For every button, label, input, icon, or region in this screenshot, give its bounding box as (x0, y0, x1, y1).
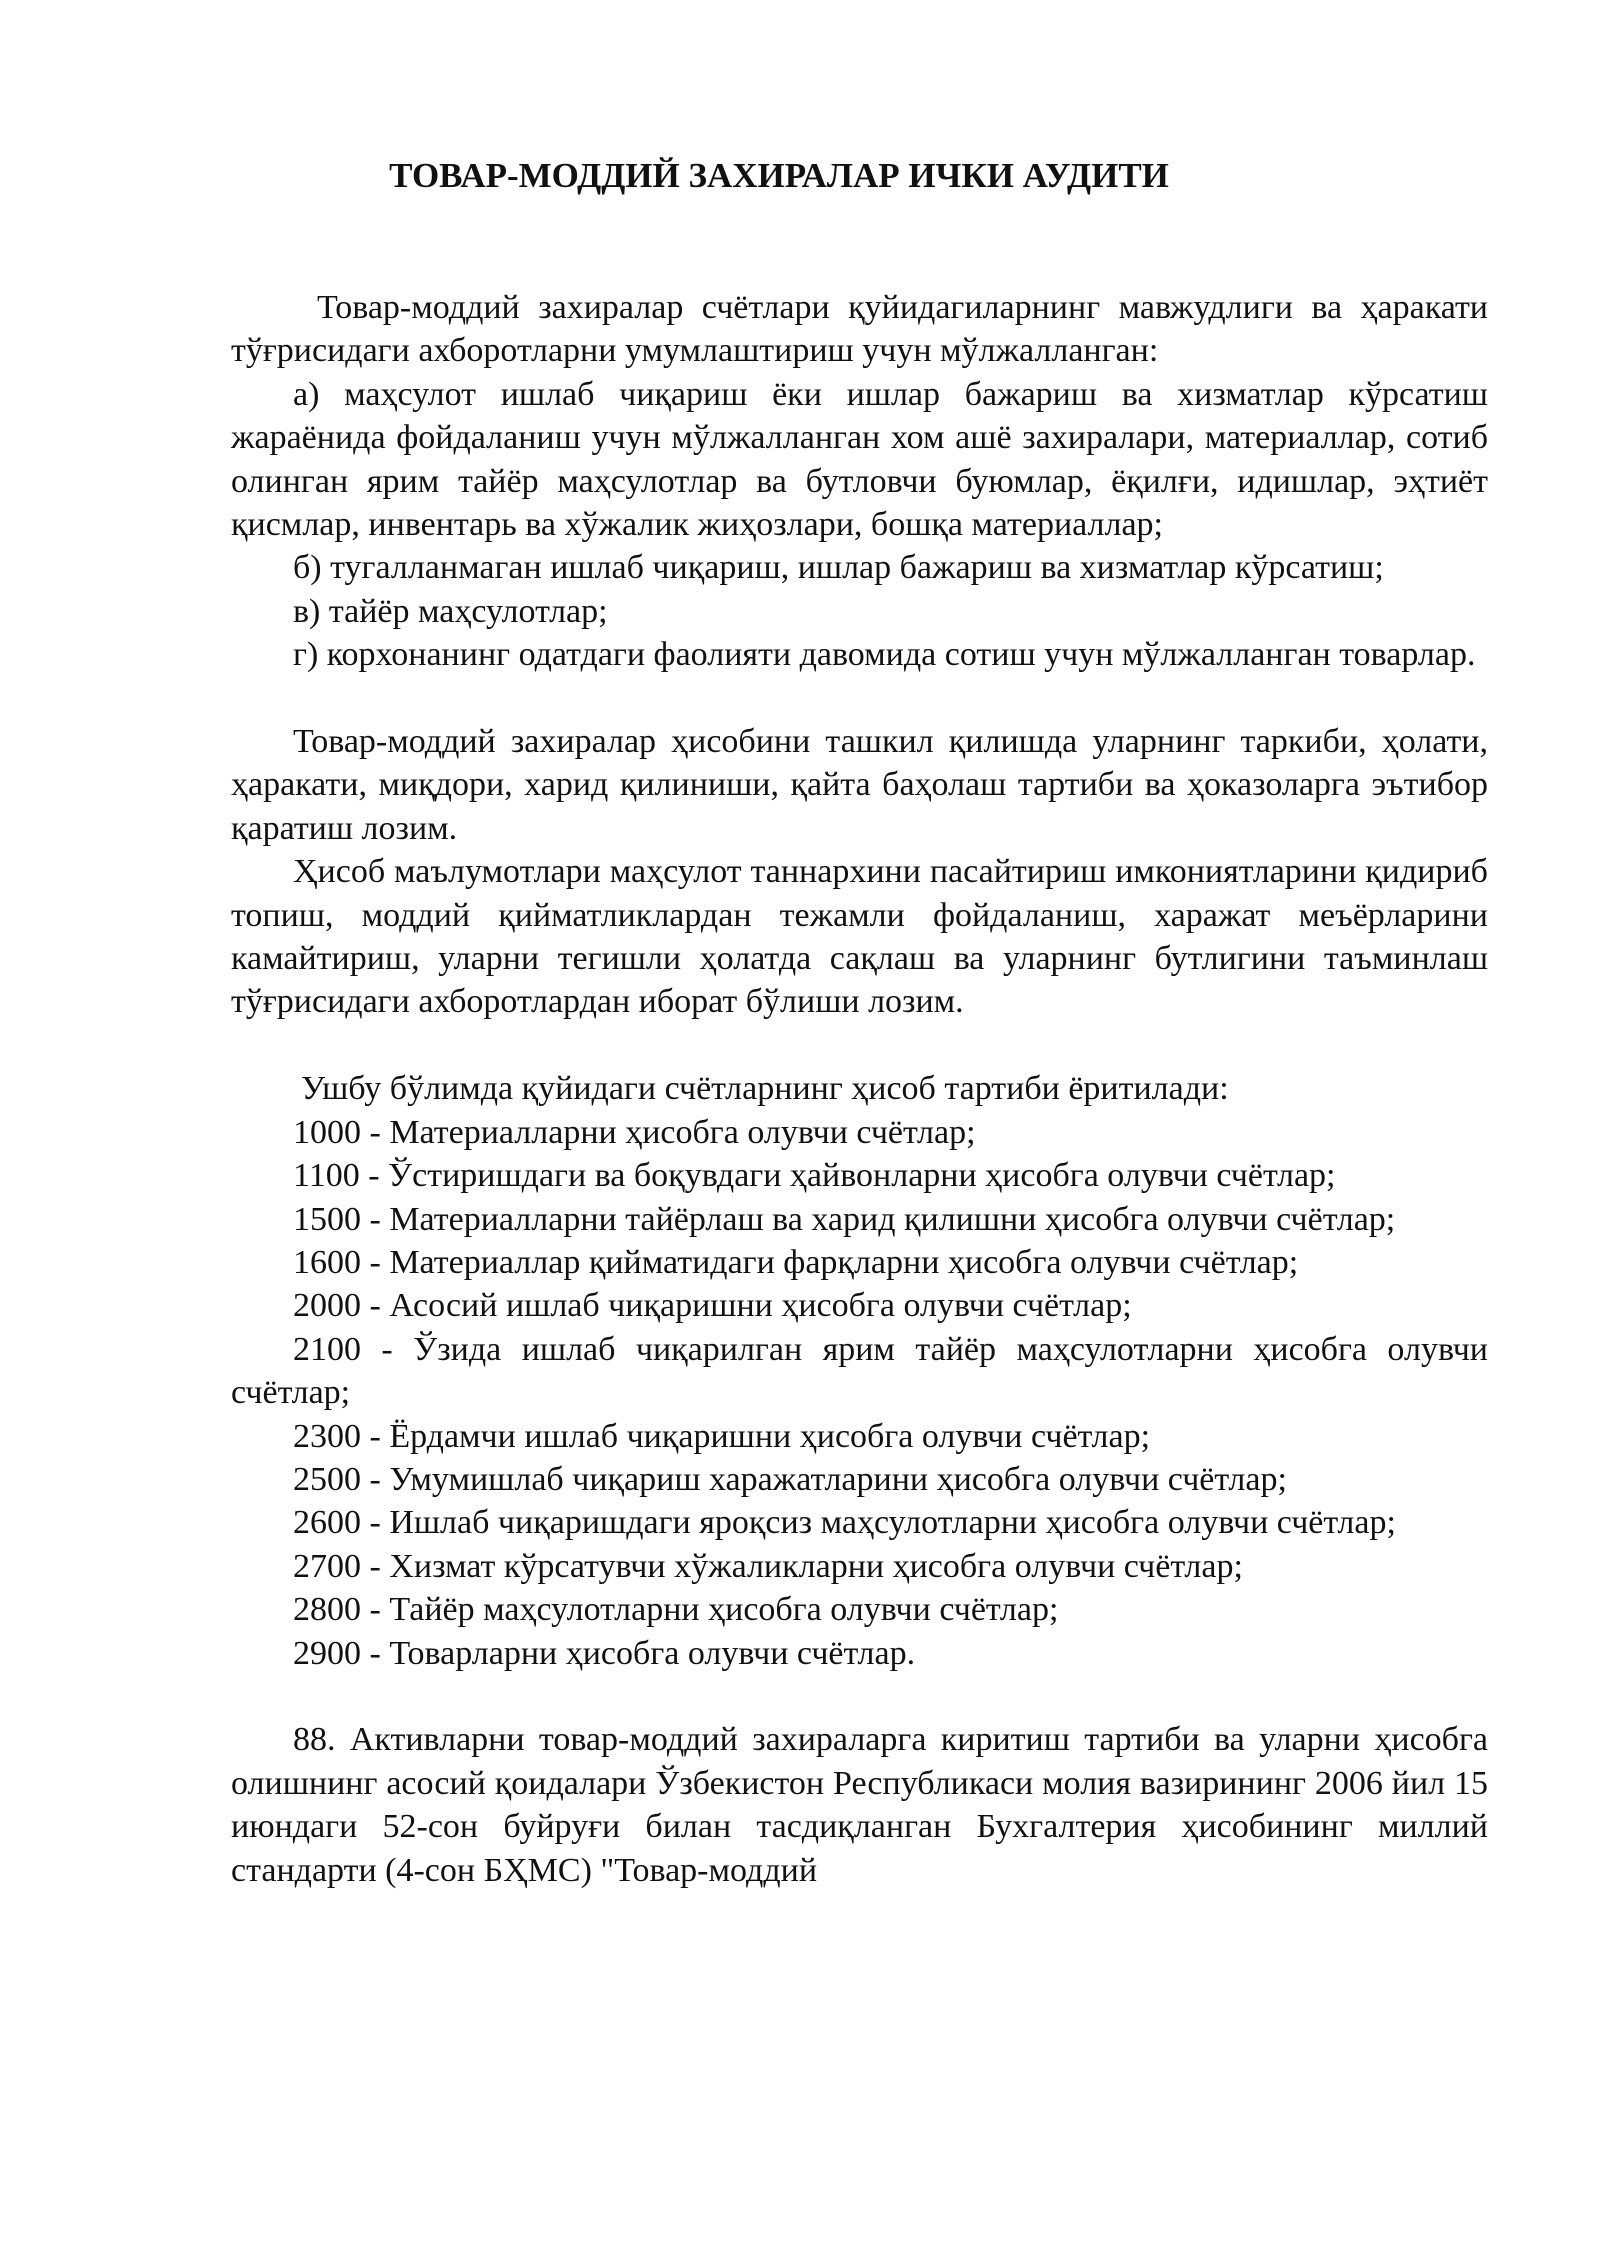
intro-paragraph: Товар-моддий захиралар счётлари қуйидагиларнинг мавжудлиги ва ҳаракати тўғрисидаги ахборотларни умумлаштириш учун мўлжалланган: (231, 289, 1488, 370)
account-item-2500: 2500 - Умумишлаб чиқариш харажатларини ҳисобга олувчи счётлар; (293, 1460, 1287, 1498)
account-item-1600: 1600 - Материаллар қийматидаги фарқларни ҳисобга олувчи счётлар; (293, 1243, 1299, 1281)
intro-item-b: б) тугалланмаган ишлаб чиқариш, ишлар бажариш ва хизматлар кўрсатиш; (293, 549, 1384, 587)
intro-item-v: в) тайёр маҳсулотлар; (293, 592, 608, 630)
accounting-information-paragraph: Ҳисоб маълумотлари маҳсулот таннархини пасайтириш имкониятларини қидириб топиш, моддий қийматликлардан тежамли фойдаланиш, харажат меъёрларини камайтириш, уларни тегишли ҳолатда сақлаш ва уларнинг бутлигини таъминлаш тўғрисидаги ахборотлардан иборат бўлиши лозим. (231, 853, 1488, 1021)
account-item-1500: 1500 - Материалларни тайёрлаш ва харид қилишни ҳисобга олувчи счётлар; (293, 1200, 1396, 1238)
account-item-2000: 2000 - Асосий ишлаб чиқаришни ҳисобга олувчи счётлар; (293, 1287, 1132, 1325)
paragraph-spacer (231, 1024, 1488, 1067)
account-item-2900: 2900 - Товарларни ҳисобга олувчи счётлар. (293, 1634, 916, 1672)
account-item-2700: 2700 - Хизмат кўрсатувчи хўжаликларни ҳисобга олувчи счётлар; (293, 1547, 1243, 1585)
document-body (231, 286, 1488, 1892)
section-88-paragraph: 88. Активларни товар-моддий захираларга киритиш тартиби ва уларни ҳисобга олишнинг асосий қоидалари Ўзбекистон Республикаси молия вазирининг 2006 йил 15 июндаги 52-сон буйруғи билан тасдиқланган Бухгалтерия ҳисобининг миллий стандарти (4-сон БҲМС) "Товар-моддий (231, 1721, 1488, 1889)
accounting-organization-paragraph: Товар-моддий захиралар ҳисобини ташкил қилишда уларнинг таркиби, ҳолати, ҳаракати, миқдори, харид қилиниши, қайта баҳолаш тартиби ва ҳоказоларга эътибор қаратиш лозим. (231, 723, 1488, 847)
paragraph-spacer (231, 677, 1488, 720)
account-item-2800: 2800 - Тайёр маҳсулотларни ҳисобга олувчи счётлар; (293, 1591, 1059, 1629)
account-item-1000: 1000 - Материалларни ҳисобга олувчи счётлар; (293, 1113, 976, 1151)
intro-item-g: г) корхонанинг одатдаги фаолияти давомида сотиш учун мўлжалланган товарлар. (293, 636, 1476, 674)
document-title: ТОВАР-МОДДИЙ ЗАХИРАЛАР ИЧКИ АУДИТИ (389, 156, 1169, 195)
account-item-1100: 1100 - Ўстиришдаги ва боқувдаги ҳайвонларни ҳисобга олувчи счётлар; (293, 1157, 1336, 1195)
account-item-2100: 2100 - Ўзида ишлаб чиқарилган ярим тайёр маҳсулотларни ҳисобга олувчи счётлар; (231, 1330, 1488, 1412)
intro-item-a: а) маҳсулот ишлаб чиқариш ёки ишлар бажариш ва хизматлар кўрсатиш жараёнида фойдаланиш учун мўлжалланган хом ашё захиралари, материаллар, сотиб олинган ярим тайёр маҳсулотлар ва бутловчи буюмлар, ёқилғи, идишлар, эҳтиёт қисмлар, инвентарь ва хўжалик жиҳозлари, бошқа материаллар; (231, 375, 1488, 544)
account-item-2600: 2600 - Ишлаб чиқаришдаги яроқсиз маҳсулотларни ҳисобга олувчи счётлар; (293, 1504, 1396, 1542)
account-item-2300: 2300 - Ёрдамчи ишлаб чиқаришни ҳисобга олувчи счётлар; (293, 1417, 1151, 1455)
accounts-lead-paragraph: Ушбу бўлимда қуйидаги счётларнинг ҳисоб тартиби ёритилади: (301, 1070, 1229, 1108)
paragraph-spacer (231, 1675, 1488, 1718)
